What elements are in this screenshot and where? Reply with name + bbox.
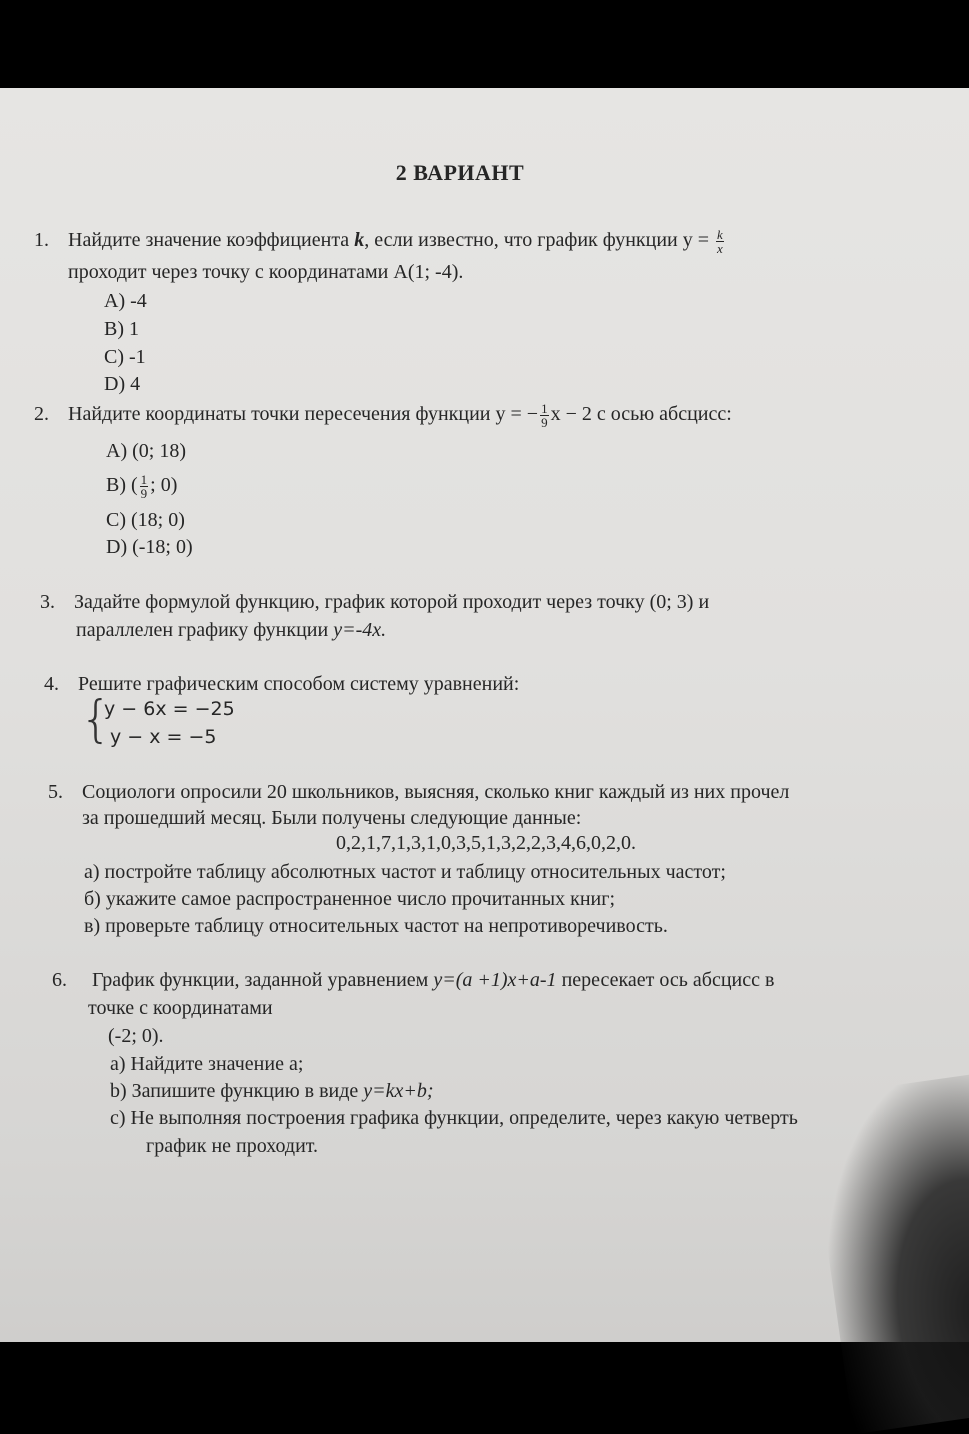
page-title: 2 ВАРИАНТ <box>395 160 525 185</box>
question-3-text-line-2: параллелен графику функции <box>76 619 334 641</box>
question-1-fraction <box>716 228 724 255</box>
top-black-border <box>0 0 969 88</box>
question-2-option-b-numerator: 1 <box>140 471 148 487</box>
question-2-option-d: D) (-18; 0) <box>106 536 193 558</box>
question-2-option-b-pre: B) ( <box>106 474 138 496</box>
question-1-text-b: , если известно, что график функции y = <box>364 229 715 251</box>
question-1-option-c: C) -1 <box>104 346 146 368</box>
question-1-line-1 <box>34 226 726 255</box>
question-2-option-c: C) (18; 0) <box>106 509 185 531</box>
question-4-equation-2: y − x = −5 <box>110 726 217 748</box>
question-6-item-a: a) Найдите значение а; <box>110 1053 304 1075</box>
question-2-option-b-fraction <box>140 473 149 500</box>
question-4-text: Решите графическим способом систему уравнений: <box>78 673 520 695</box>
question-6-item-b-formula: y=kx+b; <box>363 1080 434 1102</box>
question-4-line-1 <box>44 670 519 698</box>
question-2-option-b-denominator: 9 <box>140 485 148 501</box>
question-5-data: 0,2,1,7,1,3,1,0,3,5,1,3,2,2,3,4,6,0,2,0. <box>336 832 636 854</box>
question-1-option-d: D) 4 <box>104 373 141 395</box>
question-3-text-line-1: Задайте формулой функцию, график которой проходит через точку (0; 3) и <box>74 591 710 613</box>
question-1-text-a: Найдите значение коэффициента <box>68 229 355 251</box>
question-6-equation: y=(a +1)x+a-1 <box>433 969 557 991</box>
question-1-fraction-numerator: k <box>717 226 723 242</box>
question-3-number: 3. <box>40 591 55 613</box>
question-4-number: 4. <box>44 673 59 695</box>
question-6-text-a: График функции, заданной уравнением <box>92 969 434 991</box>
question-2-fraction-denominator: 9 <box>541 414 548 430</box>
question-1-number: 1. <box>34 229 49 251</box>
question-1-k: k <box>354 229 365 251</box>
question-1-fraction-denominator: x <box>717 240 723 256</box>
question-2-text-b: x − 2 с осью абсцисс: <box>550 403 732 425</box>
question-2-text-a: Найдите координаты точки пересечения функции y = − <box>68 403 539 425</box>
question-6-line-2: точке с координатами <box>88 997 273 1019</box>
question-2-fraction-numerator: 1 <box>541 400 548 416</box>
question-1-option-b: B) 1 <box>104 318 139 340</box>
question-2-line-1 <box>34 400 732 429</box>
question-3-function: y=-4x. <box>333 619 387 641</box>
question-6-item-b <box>110 1077 434 1105</box>
question-1-option-a: A) -4 <box>104 290 147 312</box>
system-brace-icon: { <box>80 690 112 748</box>
question-6-item-b-text: b) Запишите функцию в виде <box>110 1080 364 1102</box>
paper-sheet <box>0 88 969 1342</box>
question-2-option-b <box>106 472 177 500</box>
question-5-text-line-1: Социологи опросили 20 школьников, выясняя, сколько книг каждый из них прочел <box>82 781 790 803</box>
question-1-line-2: проходит через точку с координатами A(1; -4). <box>68 261 464 283</box>
question-3-line-1 <box>40 588 709 616</box>
question-6-item-c-line-1: c) Не выполняя построения графика функции, определите, через какую четверть <box>110 1107 798 1129</box>
finger-shadow <box>806 1070 969 1434</box>
question-6-line-3: (-2; 0). <box>108 1025 164 1047</box>
question-5-line-1 <box>48 778 789 806</box>
question-5-item-b: б) укажите самое распространенное число прочитанных книг; <box>84 888 615 910</box>
question-4-equation-1: y − 6x = −25 <box>104 698 235 720</box>
question-6-text-c: пересекает ось абсцисс в <box>556 969 775 991</box>
question-5-item-a: а) постройте таблицу абсолютных частот и таблицу относительных частот; <box>84 861 726 883</box>
question-5-line-2: за прошедший месяц. Были получены следующие данные: <box>82 807 582 829</box>
question-6-number: 6. <box>52 969 67 991</box>
question-2-number: 2. <box>34 403 49 425</box>
question-2-option-a: A) (0; 18) <box>106 440 186 462</box>
question-6-line-1 <box>52 966 774 994</box>
question-6-item-c-line-2: график не проходит. <box>146 1135 319 1157</box>
question-3-line-2 <box>76 616 386 644</box>
question-5-item-c: в) проверьте таблицу относительных частот на непротиворечивость. <box>84 915 668 937</box>
question-2-fraction <box>540 402 549 429</box>
question-5-number: 5. <box>48 781 63 803</box>
question-2-option-b-post: ; 0) <box>150 474 178 496</box>
